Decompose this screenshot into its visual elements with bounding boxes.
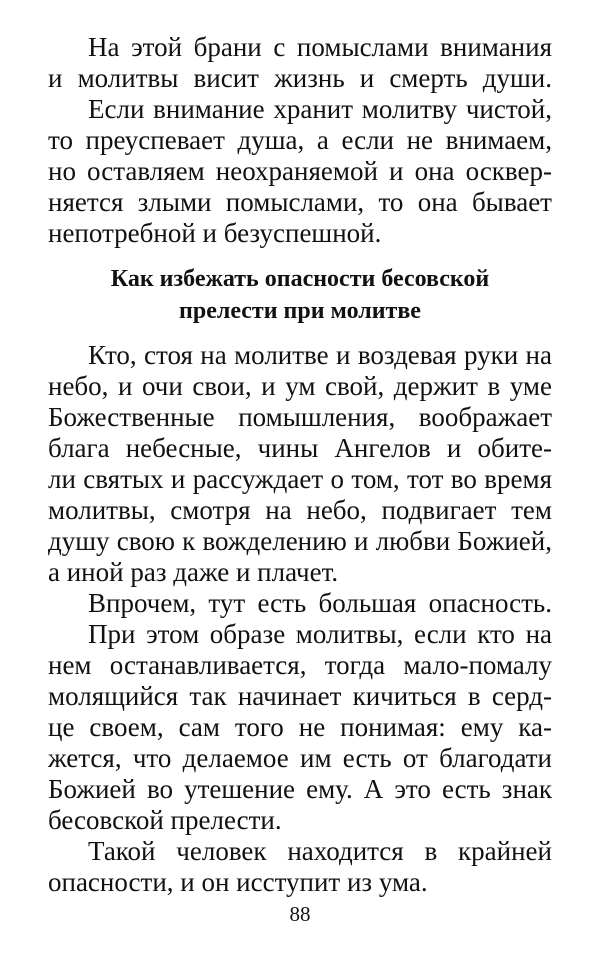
- text-line: и молитвы висит жизнь и смерть души.: [48, 63, 552, 93]
- text-line: На этой брани с помыслами внимания: [88, 32, 552, 62]
- text-line: Божественные помышления, воображает: [48, 402, 552, 432]
- text-line: душу свою к вожделению и любви Божией,: [48, 526, 552, 556]
- text-line: При этом образе молитвы, если кто на: [88, 619, 552, 649]
- text-line: а иной раз даже и плачет.: [48, 557, 339, 587]
- page-number: 88: [289, 902, 311, 926]
- text-line: жется, что делаемое им есть от благодати: [48, 743, 552, 773]
- text-line: Такой человек находится в крайней: [88, 836, 552, 866]
- section-heading-line-2: прелести при молитве: [179, 298, 421, 324]
- text-line: непотребной и безуспешной.: [48, 218, 382, 248]
- text-line: бесовской прелести.: [48, 805, 282, 835]
- text-line: це своем, сам того не понимая: ему ка-: [48, 712, 552, 742]
- text-line: блага небесные, чины Ангелов и обите-: [48, 433, 552, 463]
- text-line: молящийся так начинает кичиться в серд-: [48, 681, 552, 711]
- text-line: Впрочем, тут есть большая опасность.: [88, 588, 552, 618]
- text-line: няется злыми помыслами, то она бывает: [48, 187, 552, 217]
- section-heading-line-1: Как избежать опасности бесовской: [110, 266, 490, 292]
- paragraph-block-main: [48, 340, 552, 898]
- text-line: но оставляем неохраняемой и она осквер-: [48, 156, 552, 186]
- text-line: Кто, стоя на молитве и воздевая руки на: [88, 340, 552, 370]
- section-heading: [0, 263, 600, 327]
- text-line: молитвы, смотря на небо, подвигает тем: [48, 495, 552, 525]
- text-line: опасности, и он исступит из ума.: [48, 867, 428, 897]
- text-line: ли святых и рассуждает о том, тот во время: [48, 464, 552, 494]
- text-line: Если внимание хранит молитву чистой,: [88, 94, 552, 124]
- text-line: Божией во утешение ему. А это есть знак: [48, 774, 552, 804]
- paragraph-block-top: [48, 32, 552, 249]
- text-line: то преуспевает душа, а если не внимаем,: [48, 125, 552, 155]
- text-line: небо, и очи свои, и ум свой, держит в уме: [48, 371, 552, 401]
- text-line: нем останавливается, тогда мало-помалу: [48, 650, 552, 680]
